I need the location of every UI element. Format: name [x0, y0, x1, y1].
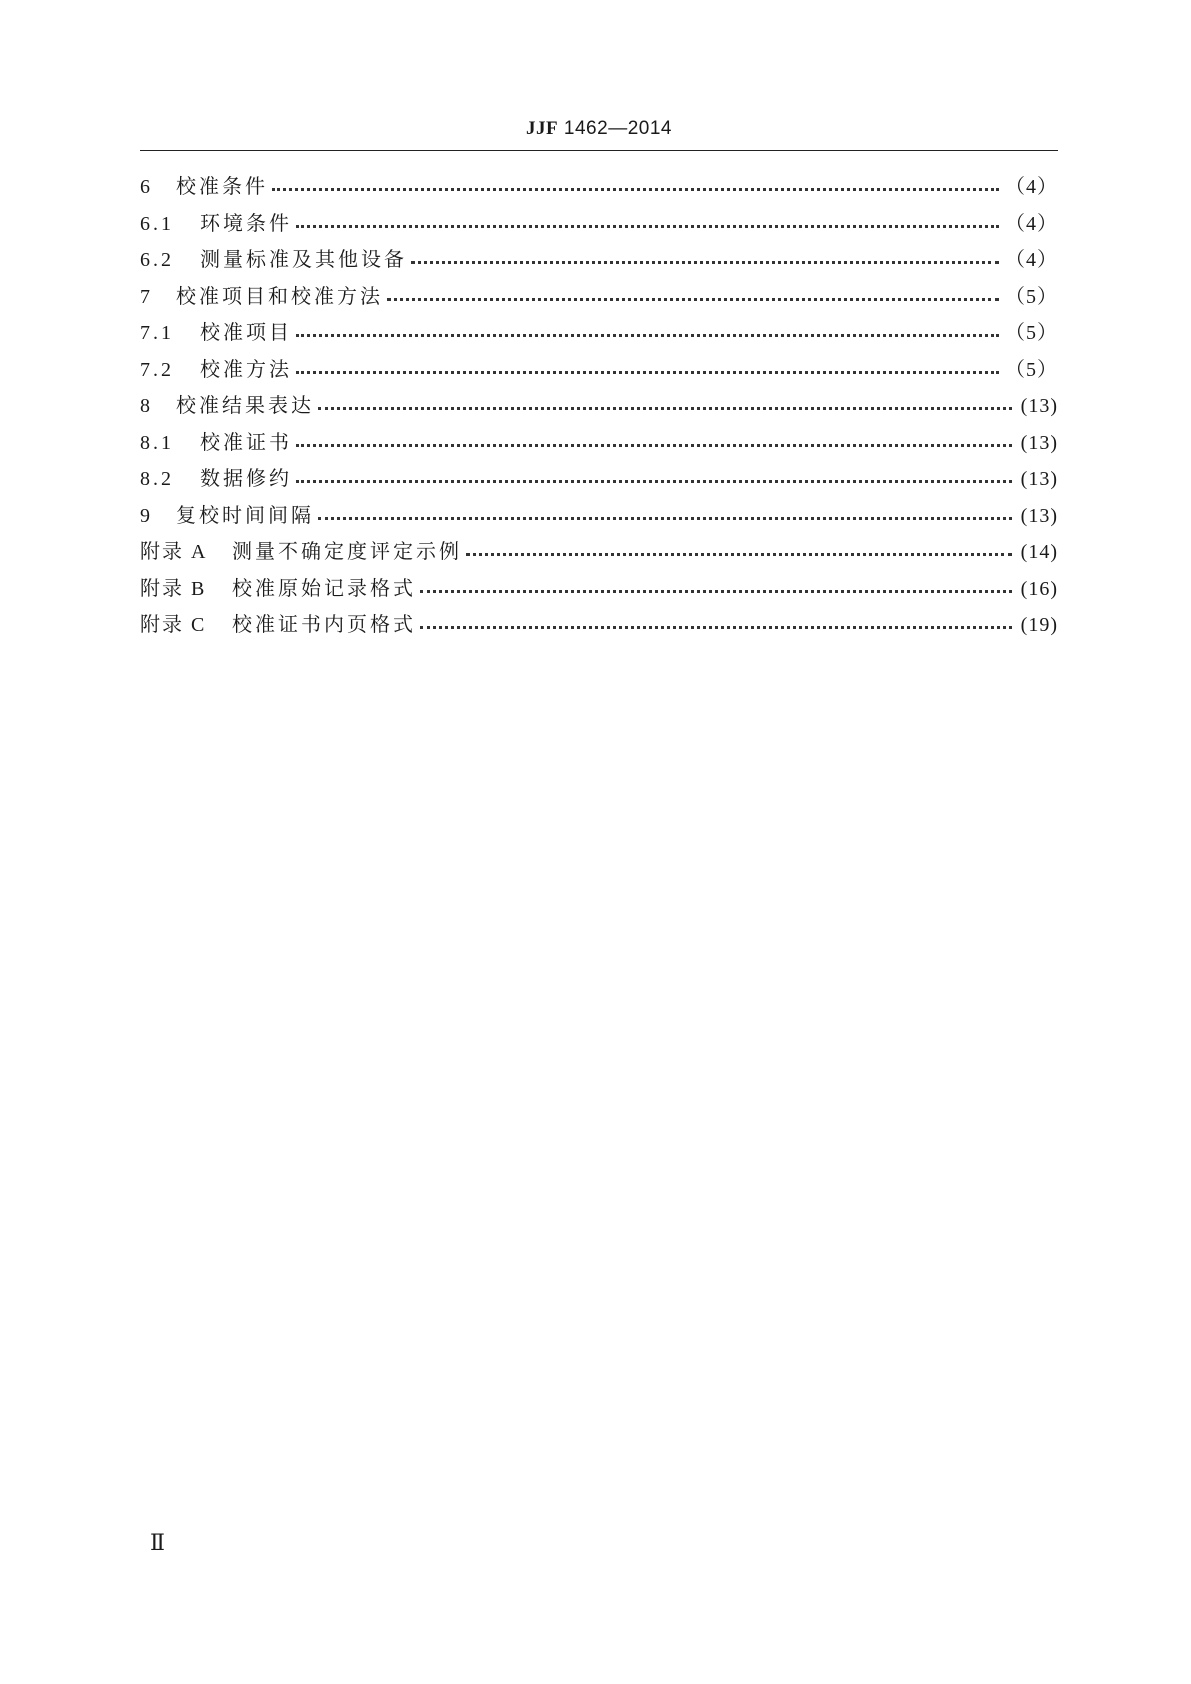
- toc-leader-dots: [296, 468, 1012, 488]
- toc-entry-page: （4）: [1005, 212, 1058, 235]
- toc-entry-page: (13): [1020, 395, 1058, 417]
- toc-leader-dots: [318, 505, 1012, 525]
- toc-entry-number: 附录 B: [140, 577, 207, 600]
- toc-leader-dots: [272, 176, 999, 196]
- toc-entry-page: （5）: [1005, 322, 1058, 344]
- toc-entry-page: (19): [1020, 614, 1058, 636]
- toc-entry-title: 环境条件: [200, 210, 292, 235]
- toc-entry-title: 校准原始记录格式: [232, 575, 416, 600]
- toc-entry-page: (16): [1020, 577, 1058, 600]
- toc-entry-title: 测量标准及其他设备: [200, 247, 407, 271]
- toc-entry-number: 8: [140, 395, 153, 417]
- toc-entry[interactable]: [140, 351, 1058, 388]
- toc-entry-page: （5）: [1005, 358, 1058, 381]
- toc-entry-title: 测量不确定度评定示例: [232, 539, 462, 563]
- toc-entry[interactable]: [140, 424, 1058, 461]
- toc-leader-dots: [420, 614, 1012, 634]
- toc-entry-page: （4）: [1005, 249, 1058, 271]
- toc-entry[interactable]: [140, 205, 1058, 242]
- toc-entry[interactable]: [140, 168, 1058, 205]
- toc-entry-title: 校准项目: [200, 320, 292, 344]
- toc-entry-page: (13): [1020, 468, 1058, 490]
- toc-entry-number: 9: [140, 504, 153, 527]
- toc-entry-number: 7: [140, 285, 153, 308]
- toc-entry-number: 8.1: [140, 431, 174, 454]
- toc-entry-title: 校准条件: [176, 174, 268, 198]
- toc-entry-number: 附录 A: [140, 541, 208, 563]
- toc-leader-dots: [466, 541, 1012, 561]
- toc-entry-page: （4）: [1005, 176, 1058, 198]
- toc-leader-dots: [296, 322, 999, 342]
- standard-number: 1462—2014: [563, 118, 672, 139]
- toc-entry-title: 复校时间间隔: [176, 502, 314, 527]
- toc-entry-title: 校准证书: [200, 429, 292, 454]
- toc-entry-title: 数据修约: [200, 466, 292, 490]
- toc-entry-number: 8.2: [140, 468, 174, 490]
- toc-leader-dots: [411, 249, 999, 269]
- toc-leader-dots: [420, 578, 1012, 598]
- toc-entry-page: (13): [1020, 431, 1058, 454]
- toc-entry[interactable]: [140, 497, 1058, 534]
- toc-leader-dots: [296, 213, 999, 233]
- header-rule: [140, 150, 1058, 151]
- toc-entry-number: 附录 C: [140, 614, 207, 636]
- toc-entry-page: （5）: [1005, 285, 1058, 308]
- toc-entry-title: 校准结果表达: [176, 393, 314, 417]
- toc-entry-title: 校准方法: [200, 356, 292, 381]
- toc-entry[interactable]: [140, 278, 1058, 315]
- toc-entry-number: 7.1: [140, 322, 174, 344]
- toc-leader-dots: [318, 395, 1012, 415]
- toc-entry[interactable]: [140, 606, 1058, 643]
- toc-entry-number: 6: [140, 176, 153, 198]
- toc-entry-page: (13): [1020, 504, 1058, 527]
- toc-entry-page: (14): [1020, 541, 1058, 563]
- toc-leader-dots: [296, 432, 1012, 452]
- toc-entry-number: 6.1: [140, 212, 174, 235]
- table-of-contents: [140, 168, 1058, 643]
- page-header: [140, 118, 1058, 140]
- toc-leader-dots: [387, 286, 999, 306]
- toc-entry[interactable]: [140, 314, 1058, 351]
- toc-entry-number: 6.2: [140, 249, 174, 271]
- toc-entry[interactable]: [140, 533, 1058, 570]
- toc-entry[interactable]: [140, 460, 1058, 497]
- standard-code: JJF: [526, 118, 559, 139]
- page-number: Ⅱ: [150, 1530, 165, 1555]
- toc-entry[interactable]: [140, 241, 1058, 278]
- toc-entry[interactable]: [140, 570, 1058, 607]
- toc-entry-number: 7.2: [140, 358, 174, 381]
- toc-entry-title: 校准项目和校准方法: [176, 283, 383, 308]
- toc-entry-title: 校准证书内页格式: [232, 612, 416, 636]
- toc-leader-dots: [296, 359, 999, 379]
- toc-entry[interactable]: [140, 387, 1058, 424]
